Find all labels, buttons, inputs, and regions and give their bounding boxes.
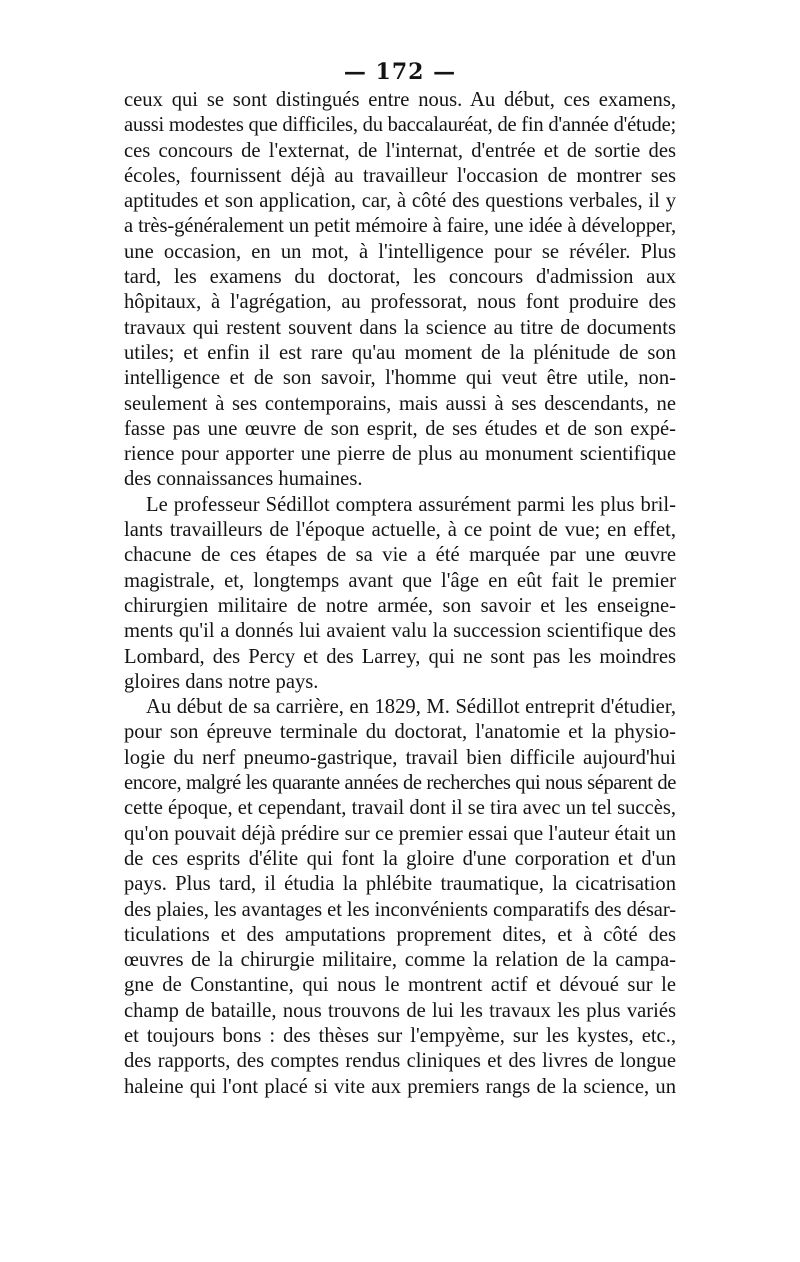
text-line: Le professeur Sédillot comptera assurément parmi les plus bril- — [146, 493, 676, 516]
page-number: — 172 — — [343, 59, 457, 85]
text-line: des plaies, les avantages et les inconvénients comparatifs des désar- — [124, 898, 676, 921]
text-line: ticulations et des amputations proprement dites, et à côté des — [124, 923, 676, 946]
text-line: qu'on pouvait déjà prédire sur ce premier essai que l'auteur était un — [124, 822, 676, 845]
text-line: fasse pas une œuvre de son esprit, de ses études et de son expé- — [124, 417, 676, 440]
text-line: Au début de sa carrière, en 1829, M. Sédillot entreprit d'étudier, — [146, 696, 676, 719]
text-line: des connaissances humaines. — [124, 468, 363, 491]
text-line: champ de bataille, nous trouvons de lui les travaux les plus variés — [124, 999, 676, 1022]
text-line: rience pour apporter une pierre de plus au monument scientifique — [124, 443, 676, 466]
text-line: de ces esprits d'élite qui font la gloire d'une corporation et d'un — [124, 847, 676, 870]
text-line: logie du nerf pneumo-gastrique, travail bien difficile aujourd'hui — [124, 746, 676, 769]
text-line: cette époque, et cependant, travail dont il se tira avec un tel succès, — [124, 797, 676, 820]
text-line: écoles, fournissent déjà au travailleur l'occasion de montrer ses — [124, 164, 676, 187]
text-line: utiles; et enfin il est rare qu'au moment de la plénitude de son — [124, 341, 676, 364]
text-line: a très-généralement un petit mémoire à faire, une idée à développer, — [124, 215, 676, 238]
text-line: chirurgien militaire de notre armée, son savoir et les enseigne- — [124, 594, 676, 617]
text-line: Lombard, des Percy et des Larrey, qui ne sont pas les moindres — [124, 645, 676, 668]
text-line: magistrale, et, longtemps avant que l'âge en eût fait le premier — [124, 569, 676, 592]
text-line: œuvres de la chirurgie militaire, comme la relation de la campa- — [124, 949, 676, 972]
text-line: aptitudes et son application, car, à côté des questions verbales, il y — [124, 190, 676, 213]
text-line: une occasion, en un mot, à l'intelligence pour se révéler. Plus — [124, 240, 676, 263]
text-line: gne de Constantine, qui nous le montrent actif et dévoué sur le — [124, 974, 676, 997]
text-line: intelligence et de son savoir, l'homme qui veut être utile, non- — [124, 367, 676, 390]
text-line: hôpitaux, à l'agrégation, au professorat, nous font produire des — [124, 291, 676, 314]
text-line: seulement à ses contemporains, mais aussi à ses descendants, ne — [124, 392, 676, 415]
text-line: haleine qui l'ont placé si vite aux premiers rangs de la science, un — [124, 1075, 676, 1098]
text-line: ceux qui se sont distingués entre nous. Au début, ces examens, — [124, 89, 676, 111]
text-line: lants travailleurs de l'époque actuelle, à ce point de vue; en effet, — [124, 519, 676, 542]
body-text — [124, 88, 676, 1100]
text-line: encore, malgré les quarante années de recherches qui nous séparent de — [124, 772, 677, 795]
text-line: gloires dans notre pays. — [124, 670, 319, 693]
text-line: ments qu'il a donnés lui avaient valu la succession scientifique des — [124, 620, 676, 643]
text-line: pour son épreuve terminale du doctorat, l'anatomie et la physio- — [124, 721, 676, 744]
text-line: tard, les examens du doctorat, les concours d'admission aux — [124, 266, 676, 289]
text-line: chacune de ces étapes de sa vie a été marquée par une œuvre — [124, 544, 676, 567]
text-line: aussi modestes que difficiles, du baccalauréat, de fin d'année d'étude; — [124, 114, 676, 137]
text-line: et toujours bons : des thèses sur l'empyème, sur les kystes, etc., — [124, 1024, 676, 1047]
text-line: des rapports, des comptes rendus cliniques et des livres de longue — [124, 1050, 676, 1073]
text-line: ces concours de l'externat, de l'internat, d'entrée et de sortie des — [124, 139, 676, 162]
text-line: travaux qui restent souvent dans la science au titre de documents — [124, 316, 676, 339]
text-line: pays. Plus tard, il étudia la phlébite traumatique, la cicatrisation — [124, 873, 676, 896]
